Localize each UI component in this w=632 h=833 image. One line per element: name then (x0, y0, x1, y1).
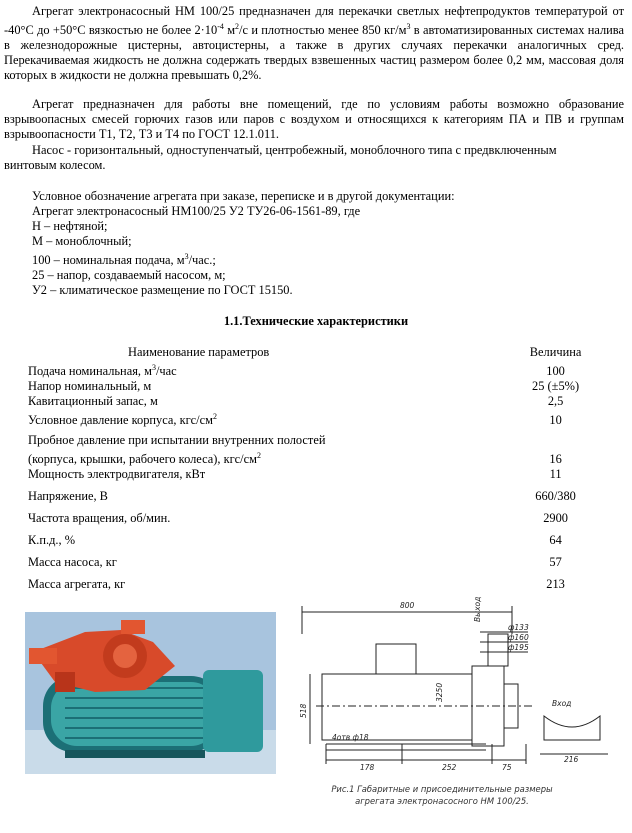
pump-foot (55, 672, 75, 692)
table-row (28, 379, 632, 394)
pump-inlet (29, 648, 57, 664)
param-name: К.п.д., % (28, 533, 76, 548)
pump-photo (25, 612, 276, 774)
param-name: Масса агрегата, кг (28, 577, 126, 592)
param-value: 10 (549, 413, 562, 428)
table-row (28, 467, 632, 482)
sup-text: 2 (256, 451, 261, 461)
sup-text: 2 (212, 412, 217, 422)
param-text: /час (155, 364, 177, 379)
dim-216: 216 (564, 755, 579, 764)
param-text: (корпуса, крышки, рабочего колеса), кгс/см (28, 452, 257, 467)
table-row (28, 570, 632, 592)
param-value: 57 (549, 555, 562, 570)
sup-text: -4 (217, 22, 224, 31)
intro-text-1c: /с и плотностью менее 850 кг/м (239, 23, 407, 38)
table-row (28, 409, 632, 428)
sup-text: 3 (406, 22, 411, 31)
param-value: 64 (549, 533, 562, 548)
spec-table (28, 345, 632, 592)
dim-133: ф133 (508, 623, 529, 632)
param-name: Напор номинальный, м (28, 379, 152, 394)
caption-line-1: Рис.1 Габаритные и присоединительные размеры (331, 784, 553, 794)
param-name: Мощность электродвигателя, кВт (28, 467, 206, 482)
motor-terminal (203, 670, 263, 752)
outlet-label: Выход (473, 596, 482, 622)
intro-text-1: Агрегат электронасосный НМ 100/25 предназначен для перекачки светлых нефтепродуктов температурой от -40°С до +50°С вязкостью не более 2·10 (4, 4, 624, 38)
table-row (28, 428, 632, 467)
pump-outlet (121, 620, 145, 634)
param-value: 2900 (543, 511, 568, 526)
param-name: Кавитационный запас, м (28, 394, 158, 409)
param-name: Масса насоса, кг (28, 555, 117, 570)
dim-75: 75 (502, 763, 512, 772)
sup-text: 2 (235, 22, 240, 31)
holes-label: 4отв ф18 (332, 733, 369, 742)
sup-text: 3 (151, 363, 156, 372)
designation-block (32, 189, 612, 298)
dim-518: 518 (299, 703, 308, 718)
section-title: 1.1.Технические характеристики (223, 314, 409, 328)
table-row (28, 482, 632, 504)
intro-paragraph-1 (4, 4, 624, 83)
dim-160: ф160 (508, 633, 529, 642)
param-name (28, 428, 415, 467)
param-text: Подача номинальная, м (28, 364, 152, 379)
param-value: 11 (549, 467, 562, 482)
dim-178: 178 (360, 763, 375, 772)
table-row (28, 548, 632, 570)
motor-shell (51, 682, 217, 746)
designation-line-1: Условное обозначение агрегата при заказе, переписке и в другой документации: (32, 189, 455, 203)
designation-line-4: М – моноблочный; (32, 234, 132, 248)
param-name (28, 360, 415, 379)
intro-paragraph-3: Насос - горизонтальный, одноступенчатый, центробежный, моноблочного типа с предвключенным винтовым колесом. (4, 143, 557, 172)
designation-text: /час.; (188, 253, 216, 268)
param-text: Пробное давление при испытании внутренних полостей (28, 433, 326, 448)
param-text: Условное давление корпуса, кгс/см (28, 413, 213, 428)
pump-hub (113, 644, 137, 668)
dimension-drawing (296, 594, 632, 814)
param-value: 100 (546, 364, 565, 379)
intro-text-1b: м (223, 23, 236, 38)
param-value: 2,5 (547, 394, 564, 409)
sup-text: 3 (184, 252, 189, 261)
figure-caption (318, 783, 566, 807)
param-value: 25 (±5%) (532, 379, 580, 394)
designation-line-2: Агрегат электронасосный НМ100/25 У2 ТУ26-06-1561-89, где (32, 204, 361, 218)
col-header-name: Наименование параметров (128, 345, 270, 359)
designation-text: 100 – номинальная подача, м (32, 253, 185, 268)
caption-line-2: агрегата электронасосного НМ 100/25. (355, 796, 529, 806)
table-row (28, 394, 632, 409)
param-name: Напряжение, В (28, 489, 108, 504)
param-name (28, 409, 415, 428)
param-value: 660/380 (535, 489, 576, 504)
intro-paragraph-2: Агрегат предназначен для работы вне помещений, где по условиям работы возможно образование взрывоопасных смесей горючих газов или паров с воздухом и относящихся к категориям ПА и ПВ и группам взрывоопасности Т1, Т2, Т3 и Т4 по ГОСТ 12.1.011. (4, 97, 624, 141)
param-value: 16 (549, 452, 562, 467)
dim-252: 252 (442, 763, 457, 772)
table-row (28, 526, 632, 548)
designation-line-7: У2 – климатическое размещение по ГОСТ 15150. (32, 283, 293, 298)
table-row (28, 360, 632, 379)
inlet-label: Вход (552, 699, 572, 708)
table-row (28, 504, 632, 526)
col-header-value: Величина (529, 345, 582, 359)
dim-3250: 3250 (435, 682, 444, 702)
table-header-row (28, 345, 632, 360)
intro-text-1d: в автоматизированных системах налива в железнодорожные цистерны, автоцистерны, а также в других случаях перекачки аналогичных сред. Перекачиваемая жидкость не должна содержать твердых взвешенных частиц размером более 0,2 мм, массовая доля которых в жидкости не должна превышать 0,2%. (4, 23, 624, 83)
designation-line-3: Н – нефтяной; (32, 219, 108, 233)
designation-line-6: 25 – напор, создаваемый насосом, м; (32, 268, 226, 283)
param-name: Частота вращения, об/мин. (28, 511, 171, 526)
param-value: 213 (546, 577, 565, 592)
designation-line-5 (32, 249, 612, 268)
dim-800: 800 (400, 601, 415, 610)
motor-base (65, 750, 205, 758)
dim-195: ф195 (508, 643, 529, 652)
